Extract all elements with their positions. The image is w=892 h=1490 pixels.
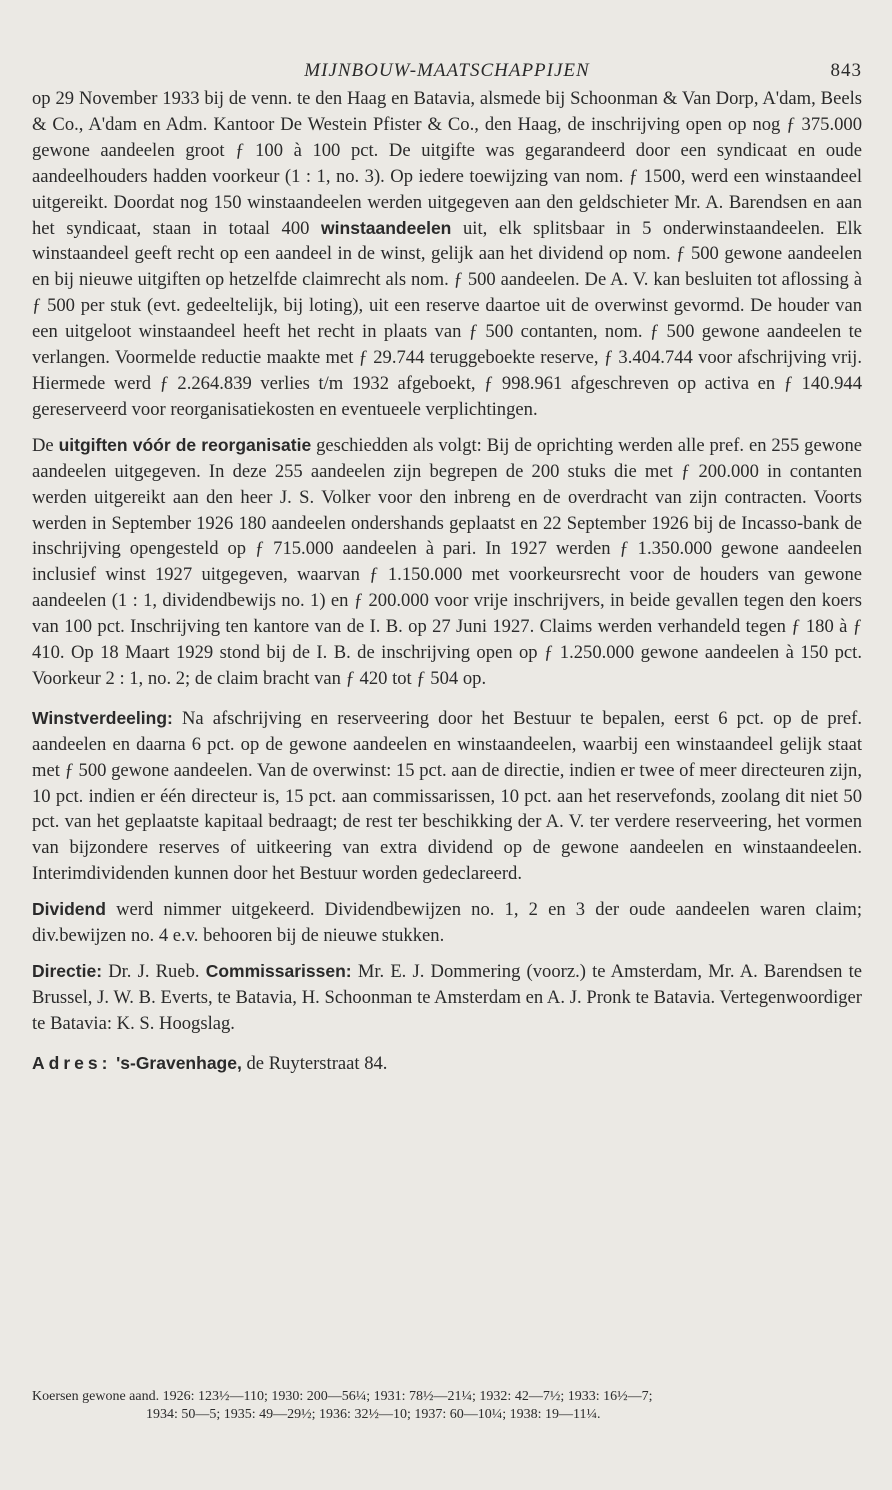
section-heading-dividend: Dividend [32,899,106,920]
paragraph-winstverdeeling [32,706,862,887]
paragraph-text: Na afschrijving en reserveering door het Bestuur te bepalen, eerst 6 pct. op de pref. aandeelen en daarna 6 pct. op de gewone aandeelen en winstaandeelen, waarbij een winstaandeel gelijk staat met ƒ 500 gewone aandeelen. Van de overwinst: 15 pct. aan de directie, indien er twee of meer directeuren zijn, 10 pct. indien er één directeur is, 15 pct. aan commissarissen, 10 pct. aan het reservefonds, zoolang dit niet 50 pct. van het geplaatste kapitaal bedraagt; de rest ter beschikking der A. V. ter verdere reserveering, het vormen van bijzondere reserves of uitkeering van extra dividend op de gewone aandeelen en winstaandeelen. Interimdividenden kunnen door het Bestuur worden gedeclareerd. [32,707,862,885]
page-number: 843 [830,60,862,81]
footnote-line: 1934: 50—5; 1935: 49—29½; 1936: 32½—10; 1937: 60—10¼; 1938: 19—11¼. [146,1407,601,1422]
section-heading-directie: Directie: [32,961,103,981]
page-title: MIJNBOUW-MAATSCHAPPIJEN [304,60,590,81]
body-text [32,86,862,1077]
price-footnote [32,1388,862,1424]
paragraph-text: uit, elk splitsbaar in 5 onderwinstaandeelen. Elk winstaandeel geeft recht op een aandeel in de winst, gelijk aan het dividend op nom. ƒ 500 gewone aandeelen en bij nieuwe uitgiften op hetzelfde claimrecht als nom. ƒ 500 aandeelen. De A. V. kan besluiten tot aflossing à ƒ 500 per stuk (evt. gedeeltelijk, bij loting), uit een reserve daartoe uit de overwinst gevormd. De houder van een uitgeloot winstaandeel heeft het recht in plaats van ƒ 500 contanten, nom. ƒ 500 gewone aandeelen te verlangen. Voormelde reductie maakte met ƒ 29.744 teruggeboekte reserve, ƒ 3.404.744 voor afschrijving vrij. Hiermede werd ƒ 2.264.839 verlies t/m 1932 afgeboekt, ƒ 998.961 afgeschreven op activa en ƒ 140.944 gereserveerd voor reorganisatiekosten en eventueele verplichtingen. [32,217,863,420]
section-heading-uitgiften: uitgiften vóór de reorganisatie [58,434,312,455]
paragraph-text: op 29 November 1933 bij de venn. te den Haag en Batavia, alsmede bij Schoonman & Van Dorp, A'dam, Beels & Co., A'dam en Adm. Kantoor De Westein Pfister & Co., den Haag, de inschrijving open op nog ƒ 375.000 gewone aandeelen groot ƒ 100 à 100 pct. De uitgifte was gegarandeerd door een syndicaat en oude aandeelhouders hadden voorkeur (1 : 1, no. 3). Op iedere toewijzing van nom. ƒ 1500, werd een winstaandeel uitgereikt. Doordat nog 150 winstaandeelen werden uitgegeven aan den geldschieter Mr. A. Barendsen en aan het syndicaat, staan in totaal 400 [32,88,862,239]
running-header [32,46,862,86]
paragraph-uitgiften [32,433,862,692]
paragraph-text: Mr. E. J. Dommering (voorz.) te Amsterdam, Mr. A. Barendsen te Brussel, J. W. B. Everts, te Batavia, H. Schoonman te Amsterdam en A. J. Pronk te Batavia. Vertegenwoordiger te Batavia: K. S. Hoogslag. [32,961,862,1034]
section-heading-adres: Adres: [32,1052,112,1073]
paragraph-adres [32,1051,862,1077]
footnote-line: Koersen gewone aand. 1926: 123½—110; 1930: 200—56¼; 1931: 78½—21¼; 1932: 42—7½; 1933: 16½—7; [32,1389,653,1404]
paragraph-reorganisation [32,86,862,423]
bold-term-winstaandeelen: winstaandeelen [321,217,452,238]
paragraph-text: geschiedden als volgt: Bij de oprichting werden alle pref. en 255 gewone aandeelen uitgegeven. In deze 255 aandeelen zijn begrepen de 200 stuks die met ƒ 200.000 in contanten werden uitgereikt aan den heer J. S. Volker voor den inbreng en de overdracht van zijn contracten. Voorts werden in September 1926 180 aandeelen ondershands geplaatst en 22 September 1926 bij de Incasso-bank de inschrijving opengesteld op ƒ 715.000 aandeelen à pari. In 1927 werden ƒ 1.350.000 gewone aandeelen inclusief winst 1927 uitgegeven, waarvan ƒ 1.150.000 met voorkeursrecht voor de houders van gewone aandeelen (1 : 1, dividendbewijs no. 1) en ƒ 200.000 voor vrije inschrijvers, in beide gevallen tegen den koers van 100 pct. Inschrijving ten kantore van de I. B. op 27 Juni 1927. Claims werden verhandeld tegen ƒ 180 à ƒ 410. Op 18 Maart 1929 stond bij de I. B. de inschrijving open op ƒ 1.250.000 gewone aandeelen à 150 pct. Voorkeur 2 : 1, no. 2; de claim bracht van ƒ 420 tot ƒ 504 op. [32,434,862,689]
section-heading-commissarissen: Commissarissen: [205,961,352,981]
address-city: 's-Gravenhage, [116,1052,242,1073]
paragraph-dividend [32,897,862,949]
section-heading-winstverdeeling: Winstverdeeling: [32,707,173,728]
paragraph-text: De [32,434,54,456]
paragraph-text: Dr. J. Rueb. [108,961,200,982]
paragraph-directie [32,959,862,1037]
address-street: de Ruyterstraat 84. [246,1052,388,1074]
paragraph-text: werd nimmer uitgekeerd. Dividendbewijzen no. 1, 2 en 3 der oude aandeelen waren claim; div.bewijzen no. 4 e.v. behooren bij de nieuwe stukken. [32,899,862,947]
